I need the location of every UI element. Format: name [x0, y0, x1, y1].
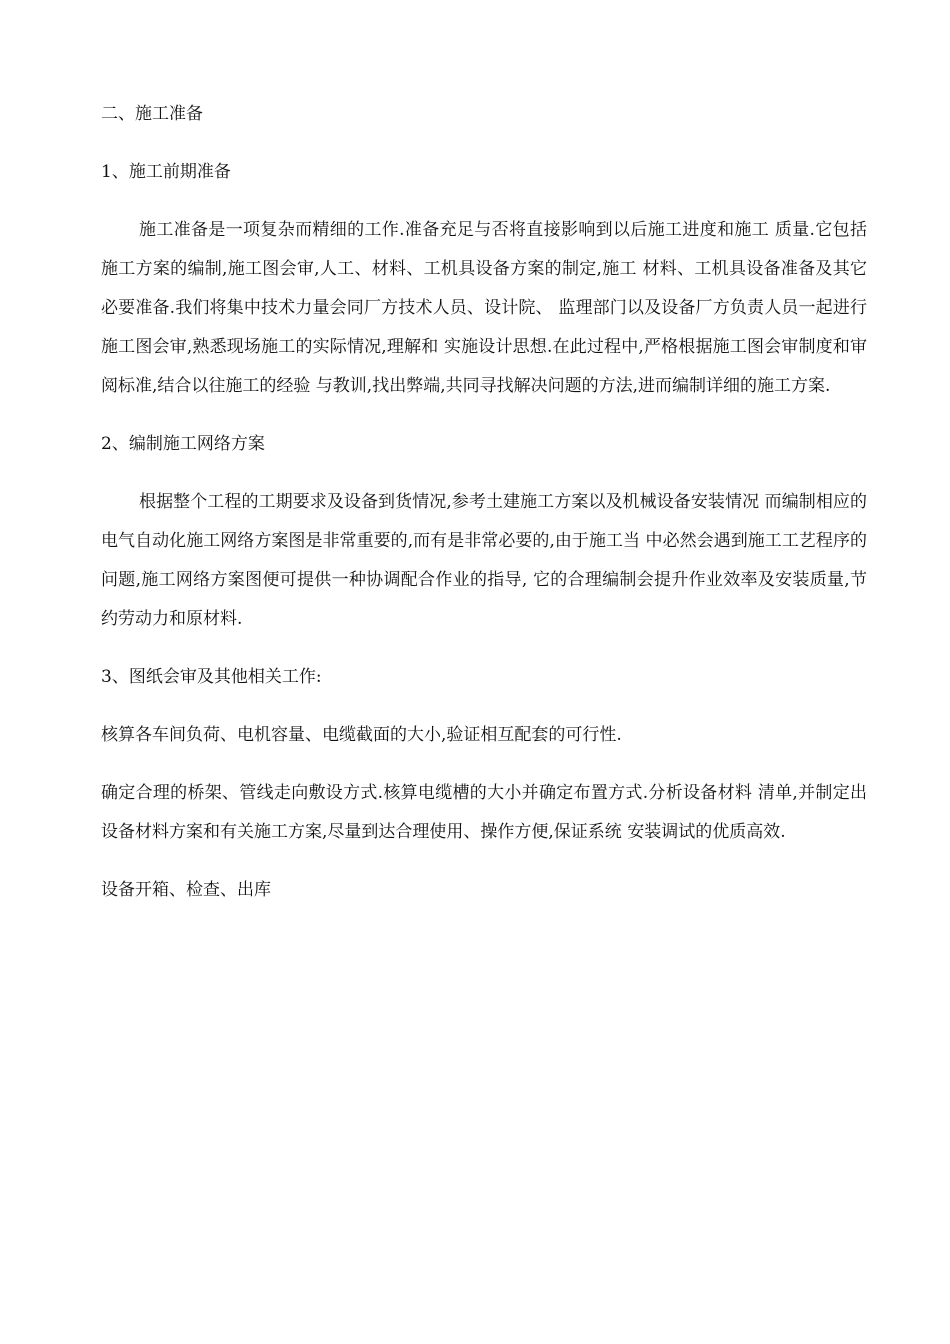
subheading-network-plan: 2、编制施工网络方案	[101, 434, 265, 454]
document-page	[101, 95, 867, 910]
paragraph-cable-tray-routing: 确定合理的桥架、管线走向敷设方式.核算电缆槽的大小并确定布置方式.分析设备材料 清单,并制定出设备材料方案和有关施工方案,尽量到达合理使用、操作方便,保证系统 安装调试的优质高效.	[101, 783, 867, 842]
spacer	[101, 639, 867, 658]
paragraph-load-calculation: 核算各车间负荷、电机容量、电缆截面的大小,验证相互配套的可行性.	[101, 725, 622, 745]
spacer	[101, 406, 867, 425]
subheading-equipment-unpacking: 设备开箱、检查、出库	[101, 880, 271, 900]
spacer	[101, 134, 867, 153]
subheading-drawing-review: 3、图纸会审及其他相关工作:	[101, 667, 322, 687]
section-title: 二、施工准备	[101, 104, 203, 124]
paragraph-network-plan: 根据整个工程的工期要求及设备到货情况,参考土建施工方案以及机械设备安装情况 而编制相应的电气自动化施工网络方案图是非常重要的,而有是非常必要的,由于施工当 中必然会遇到施工工艺程序的问题,施工网络方案图便可提供一种协调配合作业的指导, 它的合理编制会提升作业效率及安装质量,节约劳动力和原材料.	[101, 492, 867, 629]
spacer	[101, 852, 867, 871]
spacer	[101, 464, 867, 483]
paragraph-prep-overview: 施工准备是一项复杂而精细的工作.准备充足与否将直接影响到以后施工进度和施工 质量.它包括施工方案的编制,施工图会审,人工、材料、工机具设备方案的制定,施工 材料、工机具设备准备及其它必要准备.我们将集中技术力量会同厂方技术人员、设计院、 监理部门以及设备厂方负责人员一起进行施工图会审,熟悉现场施工的实际情况,理解和 实施设计思想.在此过程中,严格根据施工图会审制度和审阅标准,结合以往施工的经验 与教训,找出弊端,共同寻找解决问题的方法,进而编制详细的施工方案.	[101, 220, 867, 396]
spacer	[101, 755, 867, 774]
subheading-pre-construction-prep: 1、施工前期准备	[101, 162, 231, 182]
spacer	[101, 697, 867, 716]
spacer	[101, 192, 867, 211]
